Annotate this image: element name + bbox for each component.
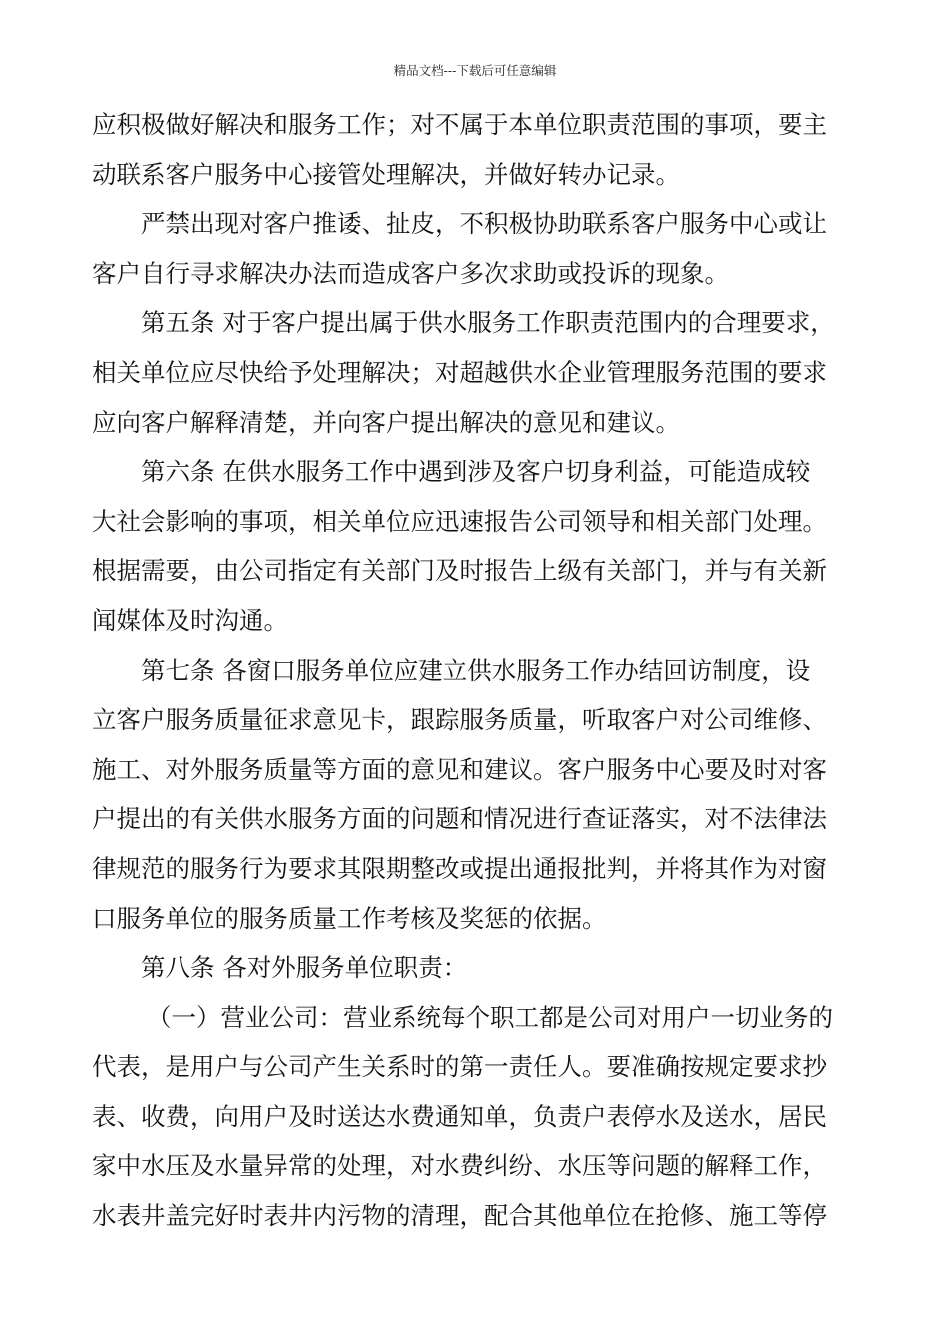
text-line: 代表，是用户与公司产生关系时的第一责任人。要准确按规定要求抄: [92, 1052, 827, 1082]
text-line: 相关单位应尽快给予处理解决；对超越供水企业管理服务范围的要求: [92, 357, 827, 387]
text-line: 动联系客户服务中心接管处理解决，并做好转办记录。: [92, 159, 680, 189]
text-line: 律规范的服务行为要求其限期整改或提出通报批判，并将其作为对窗: [92, 853, 827, 883]
article-5-line: 第五条 对于客户提出属于供水服务工作职责范围内的合理要求，: [141, 308, 835, 338]
page-header: 精品文档---下载后可任意编辑: [393, 63, 557, 78]
clause-1-line: （一）营业公司：营业系统每个职工都是公司对用户一切业务的: [147, 1002, 833, 1032]
text-line: 水表井盖完好时表井内污物的清理，配合其他单位在抢修、施工等停: [92, 1201, 827, 1231]
article-7-line: 第七条 各窗口服务单位应建立供水服务工作办结回访制度，设: [141, 655, 811, 685]
text-line: 应积极做好解决和服务工作；对不属于本单位职责范围的事项，要主: [92, 110, 827, 139]
document-body: [92, 100, 862, 1241]
article-8-line: 第八条 各对外服务单位职责：: [141, 953, 468, 983]
article-6-line: 第六条 在供水服务工作中遇到涉及客户切身利益，可能造成较: [141, 457, 811, 487]
text-line: 家中水压及水量异常的处理，对水费纠纷、水压等问题的解释工作，: [92, 1151, 827, 1181]
text-line: 根据需要，由公司指定有关部门及时报告上级有关部门，并与有关新: [92, 556, 827, 586]
text-line: 立客户服务质量征求意见卡，跟踪服务质量，听取客户对公司维修、: [92, 705, 827, 735]
text-line: 户提出的有关供水服务方面的问题和情况进行查证落实，对不法律法: [92, 804, 827, 834]
text-line: 闻媒体及时沟通。: [92, 605, 288, 635]
text-line: 客户自行寻求解决办法而造成客户多次求助或投诉的现象。: [92, 258, 729, 288]
text-line: 口服务单位的服务质量工作考核及奖惩的依据。: [92, 903, 607, 933]
text-line: 表、收费，向用户及时送达水费通知单，负责户表停水及送水，居民: [92, 1101, 827, 1131]
text-line: 严禁出现对客户推诿、扯皮，不积极协助联系客户服务中心或让: [141, 209, 827, 239]
text-line: 大社会影响的事项，相关单位应迅速报告公司领导和相关部门处理。: [92, 506, 827, 536]
text-line: 施工、对外服务质量等方面的意见和建议。客户服务中心要及时对客: [92, 754, 827, 784]
text-line: 应向客户解释清楚，并向客户提出解决的意见和建议。: [92, 407, 680, 437]
